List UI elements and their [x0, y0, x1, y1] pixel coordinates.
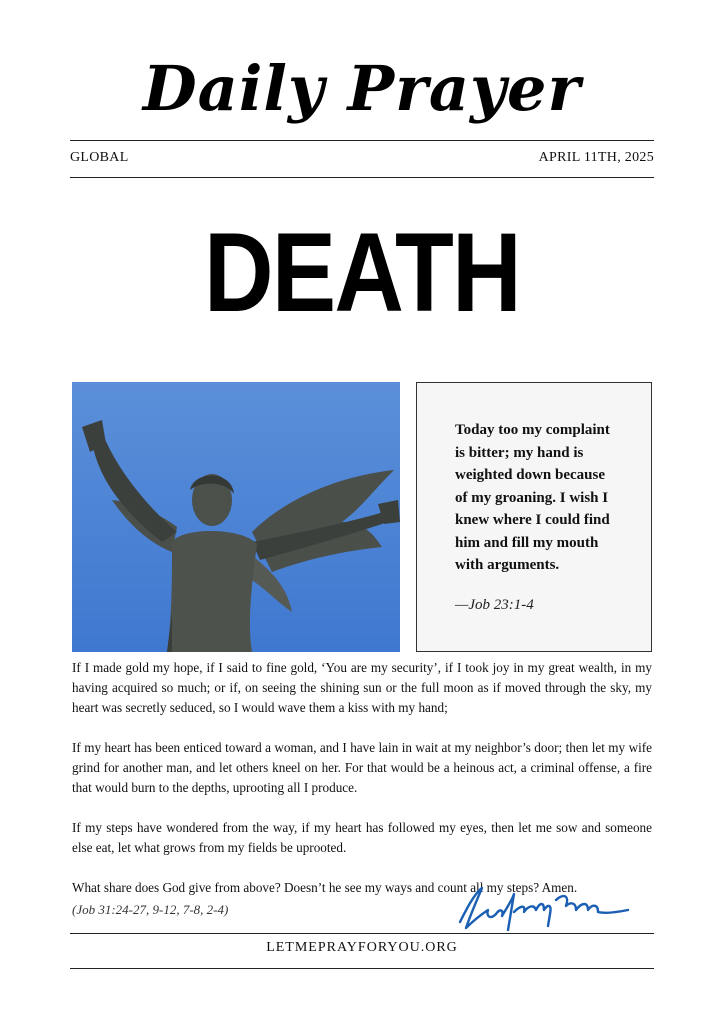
scripture-reference: (Job 31:24-27, 9-12, 7-8, 2-4) [72, 902, 229, 917]
statue-image [72, 382, 400, 652]
region-label: GLOBAL [70, 150, 129, 165]
meta-bottom-rule [70, 177, 654, 178]
masthead-title: Daily Prayer [142, 52, 582, 125]
body-text [72, 658, 652, 918]
quote-text: Today too my complaint is bitter; my hand is weighted down because of my groaning. I wish I knew where I could find him and fill my mouth with arguments. [455, 422, 610, 573]
quote-box [416, 382, 652, 652]
signature [452, 880, 632, 936]
body-paragraph: If my steps have wondered from the way, if my heart has followed my eyes, then let me sow and someone else eat, let what grows from my fields be uprooted. [72, 820, 652, 855]
footer-url[interactable]: LETMEPRAYFORYOU.ORG [266, 940, 458, 955]
footer-bottom-rule [70, 968, 654, 969]
statue-photo [72, 382, 400, 652]
top-rule [70, 140, 654, 141]
headline: DEATH [203, 210, 520, 335]
body-paragraph: If my heart has been enticed toward a woman, and I have lain in wait at my neighbor’s door; then let my wife grind for another man, and let others kneel on her. For that would be a heinous act, a criminal offense, a fire that would burn to the depths, uprooting all I produce. [72, 740, 652, 795]
body-paragraph: If I made gold my hope, if I said to fine gold, ‘You are my security’, if I took joy in my great wealth, in my having acquired so much; or if, on seeing the shining sun or the full moon as if moved through the sky, my heart was secretly seduced, so I would wave them a kiss with my hand; [72, 660, 652, 715]
date-label: APRIL 11TH, 2025 [538, 150, 654, 165]
footer-top-rule [70, 933, 654, 934]
signature-mark [452, 880, 632, 936]
body-paragraph: What share does God give from above? Doesn’t he see my ways and count all my steps? Amen. [72, 880, 578, 895]
quote-citation: —Job 23:1-4 [455, 596, 534, 613]
